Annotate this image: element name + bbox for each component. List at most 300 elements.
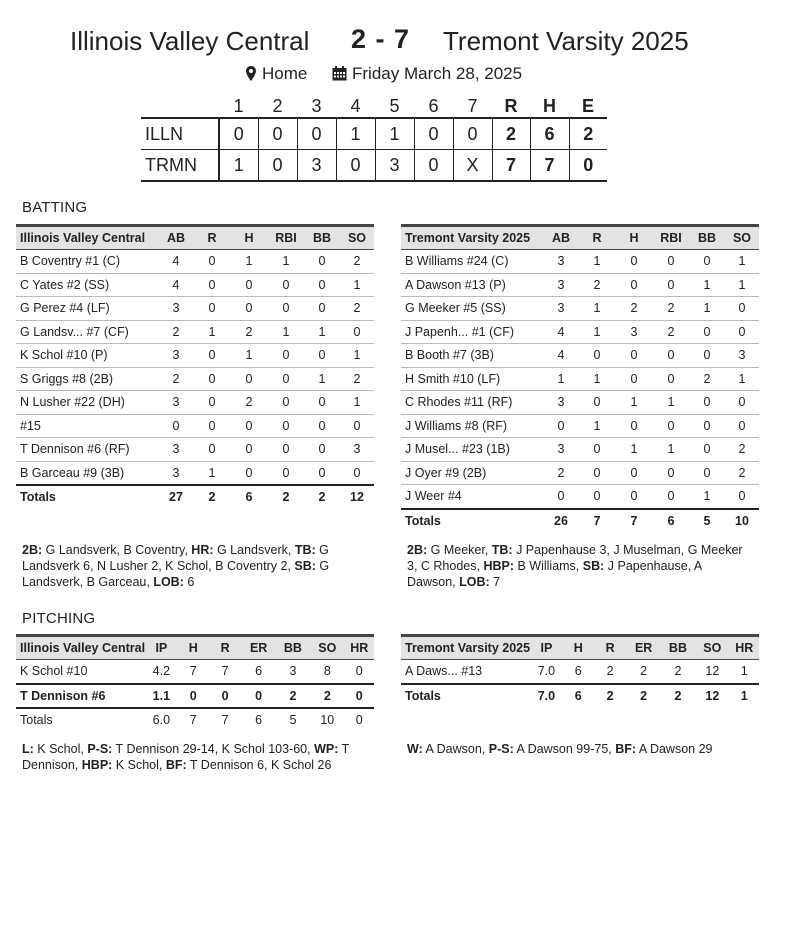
- player-name: K Schol #10 (P): [16, 344, 158, 368]
- player-name: A Dawson #13 (P): [401, 273, 543, 297]
- note-text: 7: [489, 575, 501, 589]
- stat-cell: 6: [563, 684, 594, 708]
- away-pitching-notes: [407, 741, 767, 757]
- stat-cell: 1: [579, 367, 615, 391]
- stat-cell: 7.0: [530, 684, 563, 708]
- column-header: ER: [627, 636, 661, 660]
- errors-total: 2: [569, 118, 607, 150]
- stat-cell: 1: [340, 344, 374, 368]
- player-row: [401, 485, 759, 509]
- note-label: L:: [22, 742, 34, 756]
- stat-cell: 0: [725, 297, 759, 321]
- inning-header: 5: [389, 95, 400, 116]
- player-row: [16, 461, 374, 485]
- game-date: [332, 64, 522, 84]
- stat-cell: 0: [345, 708, 375, 732]
- stat-cell: 4.2: [145, 660, 178, 684]
- stat-cell: 0: [725, 414, 759, 438]
- inning-score: 0: [414, 150, 453, 182]
- note-text: J Papenhause, A Dawson,: [407, 559, 706, 589]
- stat-cell: 0: [268, 273, 304, 297]
- stat-cell: 1: [194, 461, 230, 485]
- stat-cell: 0: [178, 684, 209, 709]
- note-text: A Dawson,: [422, 742, 489, 756]
- stat-cell: 0: [304, 297, 340, 321]
- stat-cell: 0: [725, 485, 759, 509]
- home-batting-table: [16, 224, 374, 509]
- runs-total: 7: [492, 150, 530, 182]
- inning-score: 1: [375, 118, 414, 150]
- note-label: HBP:: [483, 559, 514, 573]
- stat-cell: 7: [178, 708, 209, 732]
- stat-cell: 1: [543, 367, 579, 391]
- pitcher-row: [16, 684, 374, 709]
- stat-cell: 5: [276, 708, 310, 732]
- stat-cell: 0: [653, 485, 689, 509]
- stat-cell: 12: [340, 485, 374, 509]
- stat-cell: 0: [230, 297, 268, 321]
- note-text: T Dennison,: [22, 742, 353, 772]
- stat-cell: 3: [615, 320, 653, 344]
- totals-label: Totals: [16, 485, 158, 509]
- stat-cell: 1: [689, 273, 725, 297]
- player-name: J Papenh... #1 (CF): [401, 320, 543, 344]
- stat-cell: 3: [158, 391, 194, 415]
- stat-cell: 0: [579, 344, 615, 368]
- column-header: HR: [730, 636, 759, 660]
- away-team-name: Tremont Varsity 2025: [443, 26, 689, 56]
- pitcher-row: [16, 660, 374, 684]
- stat-cell: 0: [268, 297, 304, 321]
- stat-cell: 0: [304, 273, 340, 297]
- player-name: G Landsv... #7 (CF): [16, 320, 158, 344]
- stat-cell: 4: [543, 320, 579, 344]
- home-team-name: Illinois Valley Central: [70, 26, 310, 56]
- stat-cell: 0: [579, 461, 615, 485]
- column-header: BB: [276, 636, 310, 660]
- stat-cell: 2: [158, 320, 194, 344]
- stat-cell: 1: [725, 250, 759, 274]
- stat-cell: 6: [563, 660, 594, 684]
- totals-row: [16, 485, 374, 509]
- column-header: H: [178, 636, 209, 660]
- stat-cell: 1: [230, 250, 268, 274]
- stat-cell: 0: [340, 414, 374, 438]
- column-header: R: [194, 226, 230, 250]
- player-name: #15: [16, 414, 158, 438]
- stat-cell: 2: [158, 367, 194, 391]
- line-score-table: [141, 95, 607, 182]
- stat-cell: 0: [653, 344, 689, 368]
- stat-cell: 1: [230, 344, 268, 368]
- totals-row: [401, 684, 759, 708]
- note-text: G Landsverk,: [213, 543, 295, 557]
- team-header: Tremont Varsity 2025: [401, 636, 530, 660]
- stat-cell: 0: [615, 485, 653, 509]
- date-label: Friday March 28, 2025: [352, 64, 523, 83]
- stat-cell: 0: [304, 414, 340, 438]
- stat-cell: 3: [158, 297, 194, 321]
- note-label: HR:: [191, 543, 214, 557]
- stat-cell: 26: [543, 509, 579, 533]
- stat-cell: 0: [230, 367, 268, 391]
- stat-cell: 1: [340, 391, 374, 415]
- line-score-team: TRMN: [141, 150, 219, 182]
- totals-row: [401, 509, 759, 533]
- stat-cell: 1.1: [145, 684, 178, 709]
- stat-cell: 0: [194, 391, 230, 415]
- player-row: [16, 320, 374, 344]
- stat-cell: 3: [543, 250, 579, 274]
- note-label: 2B:: [22, 543, 43, 557]
- inning-score: 3: [375, 150, 414, 182]
- note-text: A Dawson 99-75,: [513, 742, 616, 756]
- final-score: 2 - 7: [351, 24, 411, 54]
- away-pitching-table: [401, 634, 759, 707]
- stat-cell: 6: [242, 660, 276, 684]
- stat-cell: 3: [158, 344, 194, 368]
- stat-cell: 27: [158, 485, 194, 509]
- stat-cell: 0: [653, 273, 689, 297]
- stat-cell: 0: [268, 391, 304, 415]
- player-row: [401, 414, 759, 438]
- column-header: RBI: [653, 226, 689, 250]
- stat-cell: 0: [689, 461, 725, 485]
- column-header: SO: [695, 636, 729, 660]
- batting-header-row: [16, 226, 374, 250]
- stat-cell: 7: [178, 660, 209, 684]
- stat-cell: 1: [653, 391, 689, 415]
- stat-cell: 0: [543, 414, 579, 438]
- stat-cell: 6.0: [145, 708, 178, 732]
- stat-cell: 0: [194, 367, 230, 391]
- stat-cell: 0: [194, 273, 230, 297]
- stat-cell: 0: [194, 250, 230, 274]
- stat-cell: 0: [194, 414, 230, 438]
- pitching-header-row: [401, 636, 759, 660]
- note-text: T Dennison 6, K Schol 26: [186, 758, 332, 772]
- stat-cell: 1: [730, 684, 759, 708]
- stat-cell: 0: [340, 461, 374, 485]
- stat-cell: 0: [158, 414, 194, 438]
- note-label: P-S:: [488, 742, 514, 756]
- column-header: HR: [345, 636, 375, 660]
- hits-header: H: [543, 95, 556, 116]
- stat-cell: 7: [209, 660, 242, 684]
- column-header: ER: [242, 636, 276, 660]
- note-label: WP:: [314, 742, 339, 756]
- batting-section-title: BATTING: [22, 199, 88, 216]
- column-header: H: [615, 226, 653, 250]
- line-score-header: [141, 95, 607, 118]
- stat-cell: 0: [615, 250, 653, 274]
- player-name: H Smith #10 (LF): [401, 367, 543, 391]
- column-header: R: [579, 226, 615, 250]
- player-row: [401, 273, 759, 297]
- player-row: [16, 344, 374, 368]
- stat-cell: 12: [695, 684, 729, 708]
- stat-cell: 2: [627, 660, 661, 684]
- line-score-row: [141, 118, 607, 150]
- pitcher-name: A Daws... #13: [401, 660, 530, 684]
- player-row: [16, 297, 374, 321]
- stat-cell: 2: [661, 684, 695, 708]
- stat-cell: 0: [345, 684, 375, 709]
- note-text: T Dennison 29-14, K Schol 103-60,: [112, 742, 315, 756]
- stat-cell: 1: [579, 250, 615, 274]
- note-text: A Dawson 29: [636, 742, 713, 756]
- stat-cell: 0: [653, 250, 689, 274]
- stat-cell: 2: [230, 320, 268, 344]
- note-text: 6: [183, 575, 195, 589]
- stat-cell: 0: [230, 414, 268, 438]
- stat-cell: 0: [340, 320, 374, 344]
- stat-cell: 0: [615, 367, 653, 391]
- inning-header: 6: [428, 95, 439, 116]
- inning-score: 1: [219, 150, 258, 182]
- stat-cell: 2: [304, 485, 340, 509]
- stat-cell: 1: [689, 485, 725, 509]
- line-score-row: [141, 150, 607, 182]
- totals-label: Totals: [401, 509, 543, 533]
- inning-score: 0: [336, 150, 375, 182]
- stat-cell: 0: [725, 391, 759, 415]
- pitching-header-row: [16, 636, 374, 660]
- stat-cell: 3: [543, 273, 579, 297]
- stat-cell: 1: [653, 438, 689, 462]
- stat-cell: 5: [689, 509, 725, 533]
- calendar-icon: [332, 66, 347, 81]
- stat-cell: 0: [209, 684, 242, 709]
- inning-header: 3: [311, 95, 322, 116]
- stat-cell: 1: [304, 320, 340, 344]
- stat-cell: 2: [543, 461, 579, 485]
- player-name: J Oyer #9 (2B): [401, 461, 543, 485]
- hits-total: 7: [530, 150, 569, 182]
- player-name: G Meeker #5 (SS): [401, 297, 543, 321]
- stat-cell: 2: [627, 684, 661, 708]
- column-header: SO: [310, 636, 344, 660]
- stat-cell: 6: [242, 708, 276, 732]
- stat-cell: 2: [653, 320, 689, 344]
- stat-cell: 1: [579, 297, 615, 321]
- errors-header: E: [581, 95, 594, 116]
- player-row: [401, 320, 759, 344]
- totals-row: [16, 708, 374, 732]
- home-batting-notes: [22, 542, 372, 590]
- stat-cell: 1: [194, 320, 230, 344]
- player-row: [16, 391, 374, 415]
- stat-cell: 0: [615, 344, 653, 368]
- column-header: SO: [725, 226, 759, 250]
- player-row: [16, 250, 374, 274]
- stat-cell: 2: [725, 461, 759, 485]
- stat-cell: 0: [304, 438, 340, 462]
- stat-cell: 1: [689, 297, 725, 321]
- pitcher-row: [401, 660, 759, 684]
- stat-cell: 0: [268, 367, 304, 391]
- player-name: G Perez #4 (LF): [16, 297, 158, 321]
- stat-cell: 0: [304, 344, 340, 368]
- note-text: G Meeker,: [427, 543, 492, 557]
- inning-score: 0: [453, 118, 492, 150]
- stat-cell: 3: [725, 344, 759, 368]
- note-text: K Schol,: [33, 742, 88, 756]
- player-name: J Weer #4: [401, 485, 543, 509]
- player-row: [401, 297, 759, 321]
- stat-cell: 3: [158, 438, 194, 462]
- stat-cell: 0: [615, 414, 653, 438]
- note-label: SB:: [294, 559, 316, 573]
- stat-cell: 1: [579, 414, 615, 438]
- column-header: R: [594, 636, 627, 660]
- stat-cell: 0: [579, 391, 615, 415]
- note-label: P-S:: [87, 742, 113, 756]
- stat-cell: 2: [579, 273, 615, 297]
- stat-cell: 0: [543, 485, 579, 509]
- stat-cell: 0: [268, 438, 304, 462]
- stat-cell: 4: [158, 250, 194, 274]
- stat-cell: 2: [689, 367, 725, 391]
- stat-cell: 2: [653, 297, 689, 321]
- stat-cell: 2: [276, 684, 310, 709]
- stat-cell: 1: [304, 367, 340, 391]
- stat-cell: 0: [268, 461, 304, 485]
- stat-cell: 4: [543, 344, 579, 368]
- stat-cell: 2: [194, 485, 230, 509]
- totals-label: Totals: [401, 684, 530, 708]
- player-row: [401, 438, 759, 462]
- stat-cell: 7: [579, 509, 615, 533]
- stat-cell: 0: [194, 344, 230, 368]
- player-name: C Yates #2 (SS): [16, 273, 158, 297]
- column-header: RBI: [268, 226, 304, 250]
- stat-cell: 0: [725, 320, 759, 344]
- stat-cell: 8: [310, 660, 344, 684]
- stat-cell: 2: [661, 660, 695, 684]
- stat-cell: 0: [304, 250, 340, 274]
- note-label: TB:: [491, 543, 513, 557]
- stat-cell: 2: [615, 297, 653, 321]
- stat-cell: 0: [230, 438, 268, 462]
- stat-cell: 4: [158, 273, 194, 297]
- player-row: [401, 344, 759, 368]
- stat-cell: 0: [304, 391, 340, 415]
- note-label: SB:: [582, 559, 605, 573]
- away-batting-notes: [407, 542, 752, 590]
- column-header: H: [230, 226, 268, 250]
- note-label: BF:: [165, 758, 187, 772]
- game-title: [0, 22, 787, 62]
- note-label: TB:: [294, 543, 316, 557]
- game-location: [246, 64, 307, 84]
- stat-cell: 0: [304, 461, 340, 485]
- pitching-section-title: PITCHING: [22, 610, 96, 627]
- stat-cell: 0: [230, 461, 268, 485]
- stat-cell: 0: [689, 250, 725, 274]
- team-header: Tremont Varsity 2025: [401, 226, 543, 250]
- column-header: BB: [661, 636, 695, 660]
- away-batting-table: [401, 224, 759, 532]
- player-row: [401, 461, 759, 485]
- stat-cell: 0: [653, 367, 689, 391]
- home-pitching-table: [16, 634, 374, 732]
- column-header: SO: [340, 226, 374, 250]
- stat-cell: 2: [268, 485, 304, 509]
- stat-cell: 3: [276, 660, 310, 684]
- team-header: Illinois Valley Central: [16, 636, 145, 660]
- runs-header: R: [504, 95, 518, 116]
- stat-cell: 0: [689, 320, 725, 344]
- runs-total: 2: [492, 118, 530, 150]
- errors-total: 0: [569, 150, 607, 182]
- stat-cell: 1: [730, 660, 759, 684]
- stat-cell: 7.0: [530, 660, 563, 684]
- column-header: R: [209, 636, 242, 660]
- note-text: J Papenhause 3, J Muselman, G Meeker 3, C Rhodes,: [407, 543, 747, 573]
- column-header: BB: [689, 226, 725, 250]
- stat-cell: 12: [695, 660, 729, 684]
- stat-cell: 6: [653, 509, 689, 533]
- column-header: BB: [304, 226, 340, 250]
- stat-cell: 7: [615, 509, 653, 533]
- player-name: S Griggs #8 (2B): [16, 367, 158, 391]
- note-label: 2B:: [407, 543, 428, 557]
- stat-cell: 2: [340, 367, 374, 391]
- inning-score: 0: [219, 118, 258, 150]
- player-row: [401, 367, 759, 391]
- location-pin-icon: [246, 66, 256, 81]
- player-name: C Rhodes #11 (RF): [401, 391, 543, 415]
- inning-header: 1: [233, 95, 244, 116]
- player-row: [16, 414, 374, 438]
- stat-cell: 2: [594, 684, 627, 708]
- stat-cell: 0: [194, 438, 230, 462]
- note-text: G Landsverk, B Coventry,: [42, 543, 192, 557]
- inning-score: 0: [258, 150, 297, 182]
- stat-cell: 1: [725, 367, 759, 391]
- player-row: [16, 438, 374, 462]
- stat-cell: 3: [543, 438, 579, 462]
- batting-header-row: [401, 226, 759, 250]
- note-text: G Landsverk, B Garceau,: [22, 559, 333, 589]
- stat-cell: 0: [653, 414, 689, 438]
- stat-cell: 1: [615, 391, 653, 415]
- stat-cell: 0: [689, 438, 725, 462]
- stat-cell: 1: [268, 250, 304, 274]
- location-label: Home: [262, 64, 308, 83]
- note-text: K Schol,: [112, 758, 166, 772]
- player-name: T Dennison #6 (RF): [16, 438, 158, 462]
- stat-cell: 2: [230, 391, 268, 415]
- stat-cell: 0: [615, 273, 653, 297]
- note-label: BF:: [615, 742, 637, 756]
- stat-cell: 10: [725, 509, 759, 533]
- team-header: Illinois Valley Central: [16, 226, 158, 250]
- stat-cell: 0: [194, 297, 230, 321]
- stat-cell: 6: [230, 485, 268, 509]
- player-name: B Williams #24 (C): [401, 250, 543, 274]
- player-name: J Williams #8 (RF): [401, 414, 543, 438]
- player-row: [16, 367, 374, 391]
- player-name: B Booth #7 (3B): [401, 344, 543, 368]
- stat-cell: 0: [689, 391, 725, 415]
- player-row: [401, 250, 759, 274]
- stat-cell: 0: [242, 684, 276, 709]
- inning-score: 0: [414, 118, 453, 150]
- note-label: HBP:: [81, 758, 113, 772]
- stat-cell: 1: [268, 320, 304, 344]
